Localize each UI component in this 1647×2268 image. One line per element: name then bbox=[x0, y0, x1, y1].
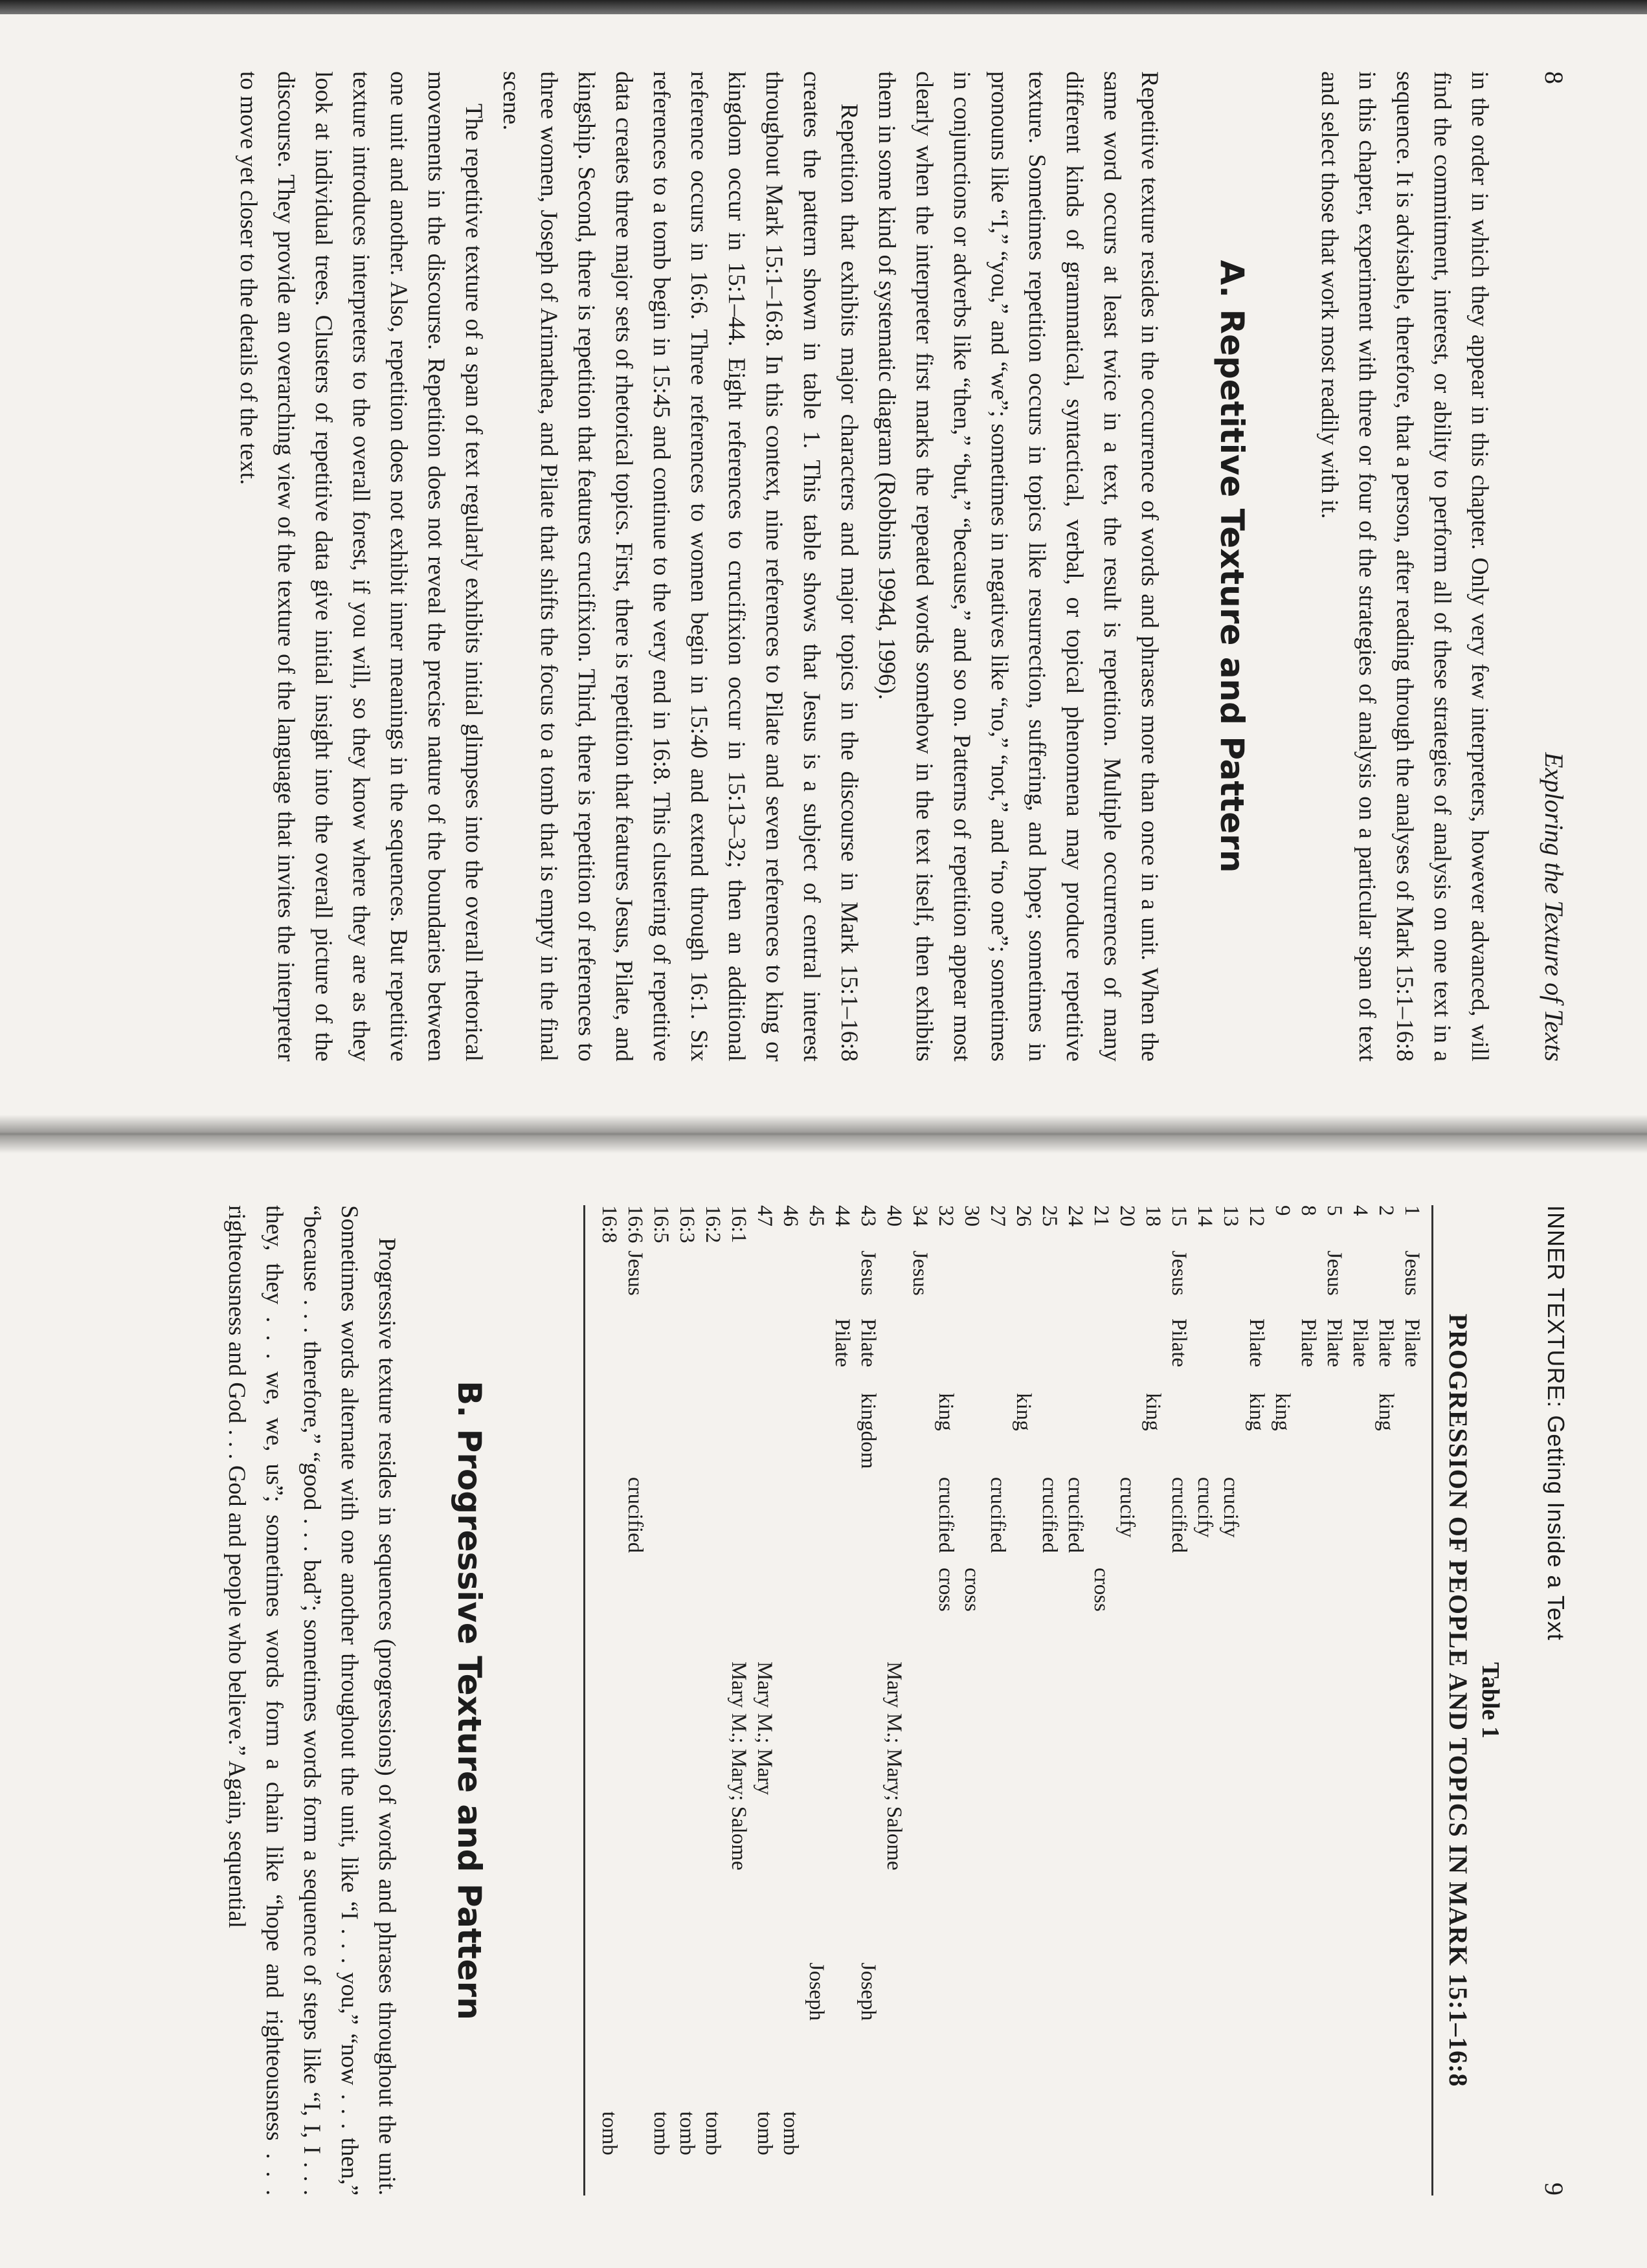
verse-cell: 40 bbox=[882, 1205, 906, 1227]
table-row bbox=[1216, 1205, 1242, 2196]
table-row bbox=[595, 1205, 621, 2196]
verse-cell: 12 bbox=[1245, 1205, 1268, 1227]
king-cell: king bbox=[1245, 1393, 1268, 1431]
pilate-cell: Pilate bbox=[1400, 1318, 1424, 1368]
table-row bbox=[1113, 1205, 1139, 2196]
table-label: Table 1 bbox=[1477, 1662, 1504, 1739]
table-row bbox=[1087, 1205, 1113, 2196]
pilate-cell: Pilate bbox=[857, 1318, 880, 1368]
verse-cell: 1 bbox=[1400, 1205, 1424, 1216]
table-caption bbox=[1443, 1205, 1505, 2196]
verse-cell: 16:8 bbox=[598, 1205, 621, 1243]
section-heading-a: A. Repetitive Texture and Pattern bbox=[1213, 260, 1251, 873]
verse-cell: 43 bbox=[857, 1205, 880, 1227]
table-row bbox=[750, 1205, 776, 2196]
table-row bbox=[673, 1205, 699, 2196]
table-row bbox=[647, 1205, 673, 2196]
tomb-cell: tomb bbox=[598, 2111, 621, 2155]
verse-cell: 20 bbox=[1115, 1205, 1139, 1227]
verse-cell: 25 bbox=[1038, 1205, 1061, 1227]
king-cell: king bbox=[1271, 1393, 1294, 1431]
right-page bbox=[0, 1134, 1647, 2268]
left-page-body bbox=[229, 71, 1498, 1062]
table-row bbox=[1191, 1205, 1216, 2196]
table-row bbox=[932, 1205, 958, 2196]
table-row bbox=[1294, 1205, 1320, 2196]
verse-cell: 24 bbox=[1064, 1205, 1087, 1227]
table-row bbox=[621, 1205, 647, 2196]
women-cell: Mary M.; Mary; Salome bbox=[882, 1662, 906, 1871]
tomb-cell: tomb bbox=[649, 2111, 673, 2155]
verse-cell: 45 bbox=[805, 1205, 828, 1227]
pilate-cell: Pilate bbox=[1323, 1318, 1346, 1368]
table-row bbox=[1035, 1205, 1061, 2196]
verse-cell: 34 bbox=[908, 1205, 932, 1227]
verse-cell: 13 bbox=[1219, 1205, 1242, 1227]
crucify-cell: crucify bbox=[1115, 1477, 1139, 1538]
pilate-cell: Pilate bbox=[1297, 1318, 1320, 1368]
running-head: INNER TEXTURE: Getting Inside a Text bbox=[1543, 1205, 1569, 1641]
table-row bbox=[724, 1205, 750, 2196]
verse-cell: 16:3 bbox=[675, 1205, 699, 1243]
table-row bbox=[699, 1205, 724, 2196]
pilate-cell: Pilate bbox=[1349, 1318, 1372, 1368]
verse-cell: 16:1 bbox=[727, 1205, 750, 1243]
table-row bbox=[1061, 1205, 1087, 2196]
table-row bbox=[906, 1205, 932, 2196]
verse-cell: 30 bbox=[960, 1205, 983, 1227]
table-bottom-rule bbox=[583, 1205, 585, 2196]
verse-cell: 2 bbox=[1374, 1205, 1398, 1216]
verse-cell: 4 bbox=[1349, 1205, 1372, 1216]
crucify-cell: crucified bbox=[1038, 1477, 1061, 1553]
table-top-rule bbox=[1431, 1205, 1433, 2196]
page-number: 9 bbox=[1540, 2183, 1569, 2196]
verse-cell: 5 bbox=[1323, 1205, 1346, 1216]
king-cell: king bbox=[1012, 1393, 1035, 1431]
table-row bbox=[776, 1205, 802, 2196]
table-row bbox=[958, 1205, 983, 2196]
women-cell: Mary M.; Mary; Salome bbox=[727, 1662, 750, 1871]
table-row bbox=[1009, 1205, 1035, 2196]
jesus-cell: Jesus bbox=[623, 1251, 647, 1296]
table-row bbox=[1165, 1205, 1191, 2196]
paragraph: Repetition that exhibits major characters and major topics in the discourse in Mark 15:1–16:8 creates the pattern shown in table 1. This table shows that Jesus is a subject of central interest throughout Mark 15:1–16:8. In this context, nine references to Pilate and seven references to king or kingdom occur in 15:1–44. Eight references to crucifixion occur in 15:13–32; then an additional reference occurs in 16:6. Three references to women begin in 15:40 and extend through 16:1. Six references to a tomb begin in 15:45 and continue to the very end in 16:8. This clustering of repetitive data creates three major sets of rhetorical topics. First, there is repetition that features Jesus, Pilate, and kingship. Second, there is repetition that features crucifixion. Third, there is repetition of references to three women, Joseph of Arimathea, and Pilate that shifts the focus to a tomb that is empty in the final scene. bbox=[498, 71, 862, 1062]
joseph-cell: Joseph bbox=[857, 1962, 880, 2021]
paragraph: The repetitive texture of a span of text regularly exhibits initial glimpses into the overall rhetorical movements in the discourse. Repetition does not reveal the precise nature of the boundaries between one unit and another. Also, repetition does not exhibit inner meanings in the sequences. But repetitive texture introduces interpreters to the overall forest, if you will, so they know where they are as they look at individual trees. Clusters of repetitive data give initial insight into the overall picture of the discourse. They provide an overarching view of the texture of the language that invites the interpreter to move yet closer to the details of the text. bbox=[235, 71, 487, 1062]
verse-cell: 16:6 bbox=[623, 1205, 647, 1243]
pilate-cell: Pilate bbox=[831, 1318, 854, 1368]
king-cell: kingdom bbox=[857, 1393, 880, 1469]
table-row bbox=[854, 1205, 880, 2196]
section-heading-b: B. Progressive Texture and Pattern bbox=[451, 1381, 488, 2020]
table-row bbox=[1372, 1205, 1398, 2196]
verse-cell: 26 bbox=[1012, 1205, 1035, 1227]
crucify-cell: crucified bbox=[623, 1477, 647, 1553]
crucify-cell: crucify bbox=[1193, 1477, 1216, 1538]
verse-cell: 8 bbox=[1297, 1205, 1320, 1216]
table-row bbox=[983, 1205, 1009, 2196]
right-page-body bbox=[218, 1205, 488, 2196]
verse-cell: 15 bbox=[1167, 1205, 1191, 1227]
crucify-cell: crucified bbox=[1064, 1477, 1087, 1553]
table-row bbox=[1320, 1205, 1346, 2196]
crucify-cell: crucified bbox=[986, 1477, 1009, 1553]
table-row bbox=[1268, 1205, 1294, 2196]
table-row bbox=[1346, 1205, 1372, 2196]
king-cell: king bbox=[1141, 1393, 1165, 1431]
pilate-cell: Pilate bbox=[1245, 1318, 1268, 1368]
verse-cell: 21 bbox=[1090, 1205, 1113, 1227]
table-row bbox=[1398, 1205, 1424, 2196]
pilate-cell: Pilate bbox=[1374, 1318, 1398, 1368]
verse-cell: 16:2 bbox=[701, 1205, 724, 1243]
verse-cell: 32 bbox=[934, 1205, 958, 1227]
cross-cell: cross bbox=[960, 1568, 983, 1612]
table-row bbox=[802, 1205, 828, 2196]
jesus-cell: Jesus bbox=[1167, 1251, 1191, 1296]
table-row bbox=[880, 1205, 906, 2196]
page-number: 8 bbox=[1540, 71, 1569, 84]
tomb-cell: tomb bbox=[779, 2111, 802, 2155]
verse-cell: 44 bbox=[831, 1205, 854, 1227]
king-cell: king bbox=[1374, 1393, 1398, 1431]
paragraph: Progressive texture resides in sequences (progressions) of words and phrases throughout the unit. Sometimes words alternate with one another throughout the unit, like “I . . . you,” “now . . . then,” “because . . . therefore,” “good . . . bad”; sometimes words form a sequence of steps like “I, I, I . . . they, they . . . we, we, us”; sometimes words form a chain like “hope and righteousness . . . righteousness and God . . . God and people who believe.” Again, sequential bbox=[223, 1205, 400, 2196]
table-row bbox=[828, 1205, 854, 2196]
table-row bbox=[1139, 1205, 1165, 2196]
table-title: PROGRESSION OF PEOPLE AND TOPICS IN MARK 15:1–16:8 bbox=[1444, 1313, 1473, 2087]
pilate-cell: Pilate bbox=[1167, 1318, 1191, 1368]
jesus-cell: Jesus bbox=[1400, 1251, 1424, 1296]
table-row bbox=[1242, 1205, 1268, 2196]
paragraph: Repetitive texture resides in the occurrence of words and phrases more than once in a unit. When the same word occurs at least twice in a text, the result is repetition. Multiple occurrences of many different kinds of grammatical, syntactical, verbal, or topical phenomena may produce repetitive texture. Sometimes repetition occurs in topics like resurrection, suffering, and hope; sometimes in pronouns like “I,” “you,” and “we”; sometimes in negatives like “no,” “not,” and “no one”; sometimes in conjunctions or adverbs like “then,” “but,” “because,” and so on. Patterns of repetition appear most clearly when the interpreter first marks the repeated words somehow in the text itself, then exhibits them in some kind of systematic diagram (Robbins 1994d, 1996). bbox=[873, 71, 1163, 1062]
tomb-cell: tomb bbox=[675, 2111, 699, 2155]
intro-paragraph: in the order in which they appear in this chapter. Only very few interpreters, however advanced, will find the commitment, interest, or ability to perform all of these strategies of analysis on one text in a sequence. It is advisable, therefore, that a person, after reading through the analyses of Mark 15:1–16:8 in this chapter, experiment with three or four of the strategies of analysis on a particular span of text and select those that work most readily with it. bbox=[1316, 71, 1493, 1062]
running-title: Exploring the Texture of Texts bbox=[1540, 752, 1569, 1062]
jesus-cell: Jesus bbox=[908, 1251, 932, 1296]
verse-cell: 16:5 bbox=[649, 1205, 673, 1243]
verse-cell: 9 bbox=[1271, 1205, 1294, 1216]
tomb-cell: tomb bbox=[701, 2111, 724, 2155]
crucify-cell: crucify bbox=[1219, 1477, 1242, 1538]
cross-cell: cross bbox=[934, 1568, 958, 1612]
joseph-cell: Joseph bbox=[805, 1962, 828, 2021]
verse-cell: 47 bbox=[753, 1205, 776, 1227]
jesus-cell: Jesus bbox=[1323, 1251, 1346, 1296]
king-cell: king bbox=[934, 1393, 958, 1431]
jesus-cell: Jesus bbox=[857, 1251, 880, 1296]
verse-cell: 46 bbox=[779, 1205, 802, 1227]
progression-table bbox=[595, 1205, 1424, 2196]
cross-cell: cross bbox=[1090, 1568, 1113, 1612]
tomb-cell: tomb bbox=[753, 2111, 776, 2155]
verse-cell: 27 bbox=[986, 1205, 1009, 1227]
women-cell: Mary M.; Mary bbox=[753, 1662, 776, 1796]
verse-cell: 18 bbox=[1141, 1205, 1165, 1227]
crucify-cell: crucified bbox=[934, 1477, 958, 1553]
verse-cell: 14 bbox=[1193, 1205, 1216, 1227]
crucify-cell: crucified bbox=[1167, 1477, 1191, 1553]
